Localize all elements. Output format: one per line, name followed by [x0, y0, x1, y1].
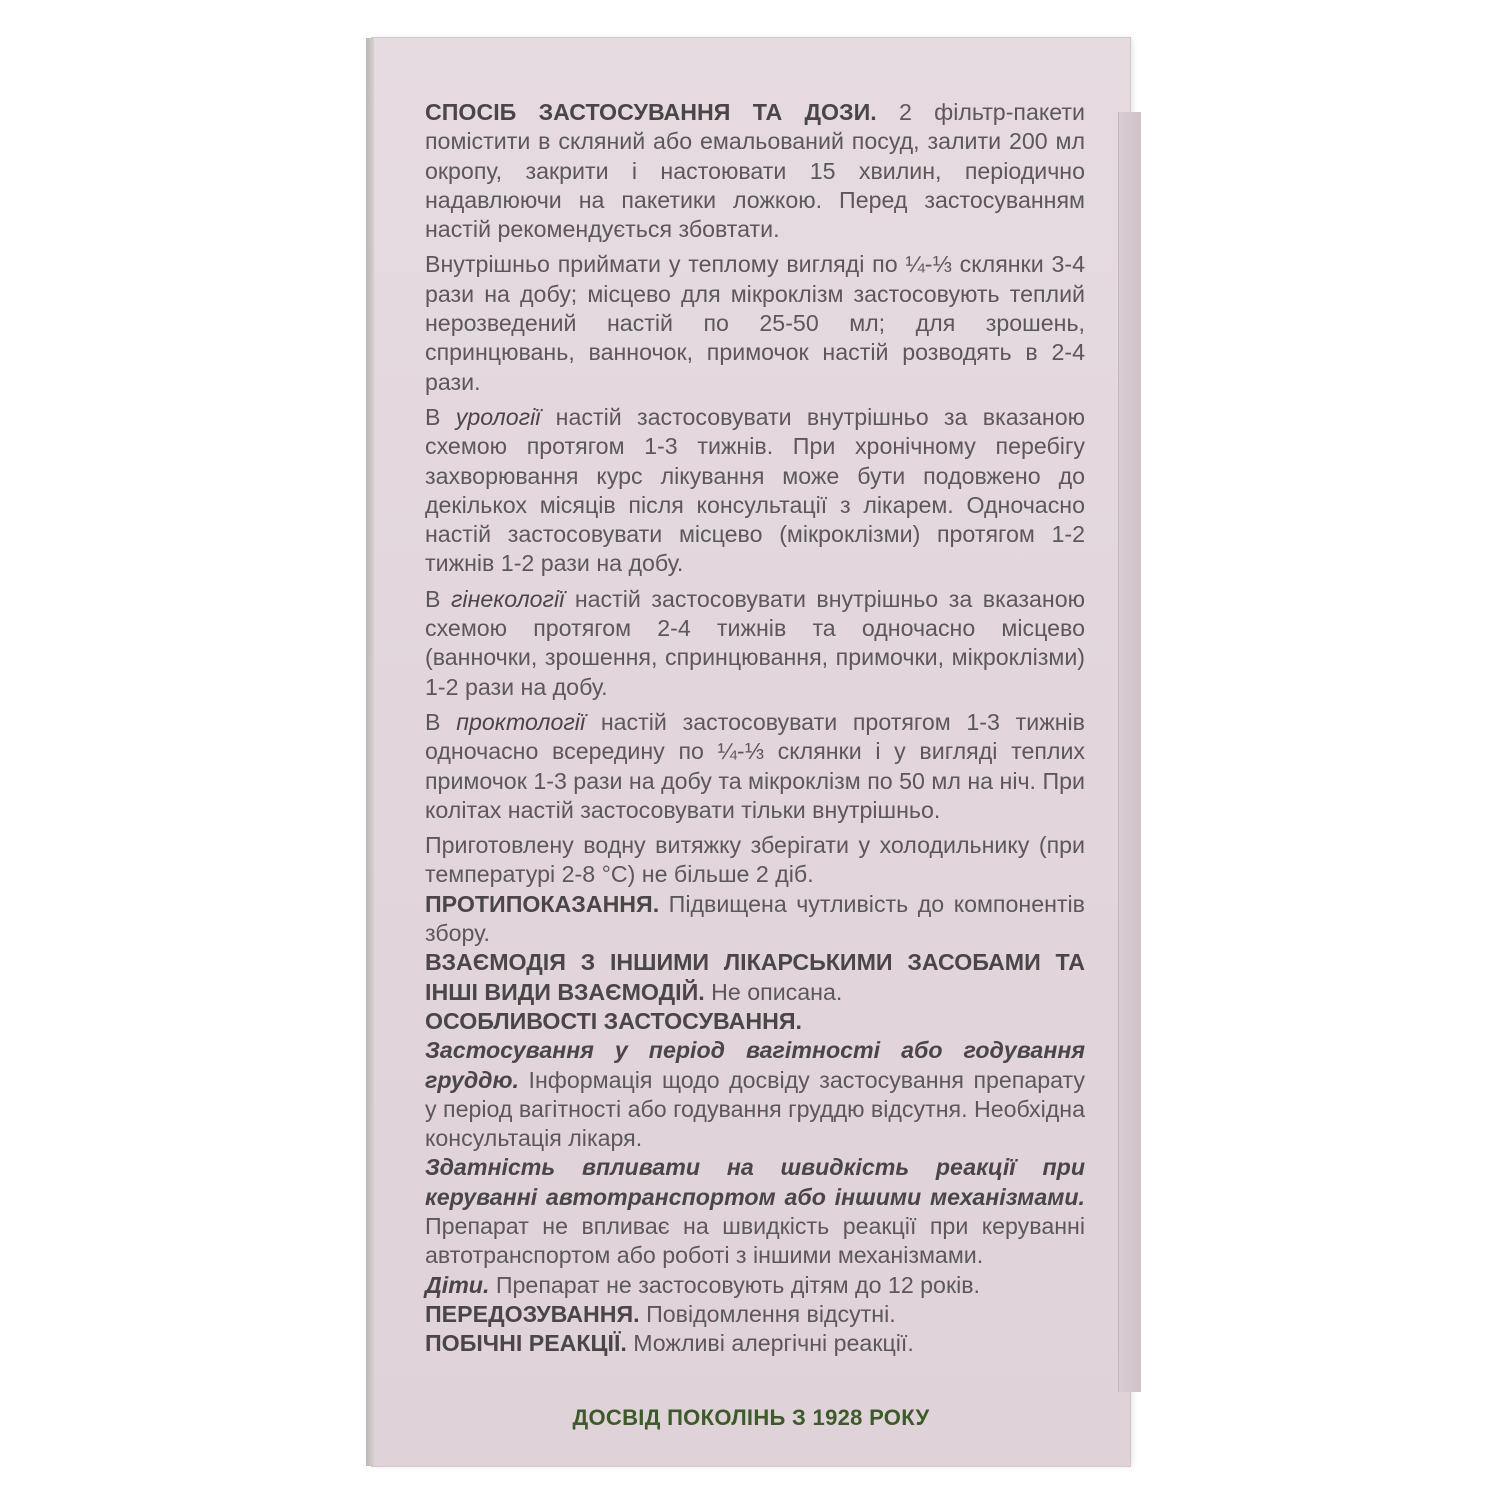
features-paragraph — [425, 1007, 1085, 1036]
package-flap — [1118, 112, 1141, 1392]
side-effects-paragraph — [425, 1329, 1085, 1358]
pregnancy-paragraph — [425, 1036, 1085, 1153]
urology-paragraph — [425, 403, 1085, 579]
storage-paragraph — [425, 831, 1085, 890]
interactions-text: Не описана. — [704, 978, 843, 1005]
proctology-term: проктології — [456, 708, 586, 735]
dosage-text: 2 фільтр-пакети помістити в скляний або емальований посуд, залити 200 мл окропу, закрити і настоювати 15 хвилин, періодично надавлюючи на пакетики ложкою. Перед застосуванням настій рекомендується збовтати. — [425, 99, 1085, 243]
dosage-paragraph — [425, 98, 1085, 244]
driving-heading: Здатність впливати на швидкість реакції при керуванні автотранспортом або іншими механізмами. — [425, 1154, 1085, 1210]
side-effects-heading: ПОБІЧНІ РЕАКЦІЇ. — [425, 1330, 627, 1357]
children-heading: Діти. — [425, 1271, 490, 1298]
features-heading: ОСОБЛИВОСТІ ЗАСТОСУВАННЯ. — [425, 1007, 802, 1034]
overdose-text: Повідомлення відсутні. — [639, 1300, 896, 1327]
urology-text: настій застосовувати внутрішньо за вказаною схемою протягом 1-3 тижнів. При хронічному перебігу захворювання курс лікування може бути подовжено до декількох місяців після консультації з лікарем. Одночасно настій застосовувати місцево (мікроклізми) протягом 1-2 тижнів 1-2 рази на добу. — [425, 403, 1085, 577]
contraindications-heading: ПРОТИПОКАЗАННЯ. — [425, 890, 660, 917]
side-effects-text: Можливі алергічні реакції. — [626, 1330, 914, 1357]
proctology-text: настій застосовувати протягом 1-3 тижнів одночасно всередину по ¼-⅓ склянки і у вигляді теплих примочок 1-3 рази на добу та мікроклізм по 50 мл на ніч. При колітах настій застосовувати тільки внутрішньо. — [425, 708, 1085, 823]
contraindications-paragraph — [425, 890, 1085, 949]
internal-use-text: Внутрішньо приймати у теплому вигляді по ¼-⅓ склянки 3-4 рази на добу; місцево для мікроклізм застосовують теплий нерозведений настій по 25-50 мл; для зрошень, спринцювань, ванночок, примочок настій розводять в 2-4 рази. — [425, 251, 1085, 395]
proctology-prefix: В — [425, 708, 457, 735]
gynecology-paragraph — [425, 585, 1085, 702]
interactions-paragraph — [425, 948, 1085, 1007]
instructions-text — [425, 98, 1085, 1358]
gynecology-prefix: В — [425, 585, 451, 612]
gynecology-term: гінекології — [451, 585, 565, 612]
driving-paragraph — [425, 1153, 1085, 1270]
urology-prefix: В — [425, 403, 456, 430]
pregnancy-text: Інформація щодо досвіду застосування препарату у період вагітності або годування груддю відсутня. Необхідна консультація лікаря. — [425, 1066, 1086, 1152]
children-paragraph — [425, 1271, 1085, 1300]
overdose-heading: ПЕРЕДОЗУВАННЯ. — [425, 1300, 640, 1327]
proctology-paragraph — [425, 708, 1085, 825]
dosage-heading: СПОСІБ ЗАСТОСУВАННЯ ТА ДОЗИ. — [425, 99, 877, 125]
brand-slogan: ДОСВІД ПОКОЛІНЬ З 1928 РОКУ — [572, 1405, 930, 1430]
storage-text: Приготовлену водну витяжку зберігати у холодильнику (при температурі 2-8 °С) не більше 2 діб. — [425, 832, 1085, 888]
children-text: Препарат не застосовують дітям до 12 років. — [489, 1271, 981, 1298]
driving-text: Препарат не впливає на швидкість реакції при керуванні автотранспортом або роботі з іншими механізмами. — [425, 1212, 1085, 1269]
internal-use-paragraph — [425, 250, 1085, 396]
interactions-heading: ВЗАЄМОДІЯ З ІНШИМИ ЛІКАРСЬКИМИ ЗАСОБАМИ ТА ІНШІ ВИДИ ВЗАЄМОДІЙ. — [425, 949, 1085, 1005]
contraindications-text: Підвищена чутливість до компонентів збору. — [425, 890, 1085, 947]
urology-term: урології — [455, 403, 541, 430]
gynecology-text: настій застосовувати внутрішньо за вказаною схемою протягом 2-4 тижнів та одночасно місцево (ванночки, зрошення, спринцювання, примочки, мікроклізми) 1-2 рази на добу. — [425, 585, 1085, 700]
overdose-paragraph — [425, 1300, 1085, 1329]
pregnancy-heading: Застосування у період вагітності або годування груддю. — [425, 1037, 1085, 1093]
